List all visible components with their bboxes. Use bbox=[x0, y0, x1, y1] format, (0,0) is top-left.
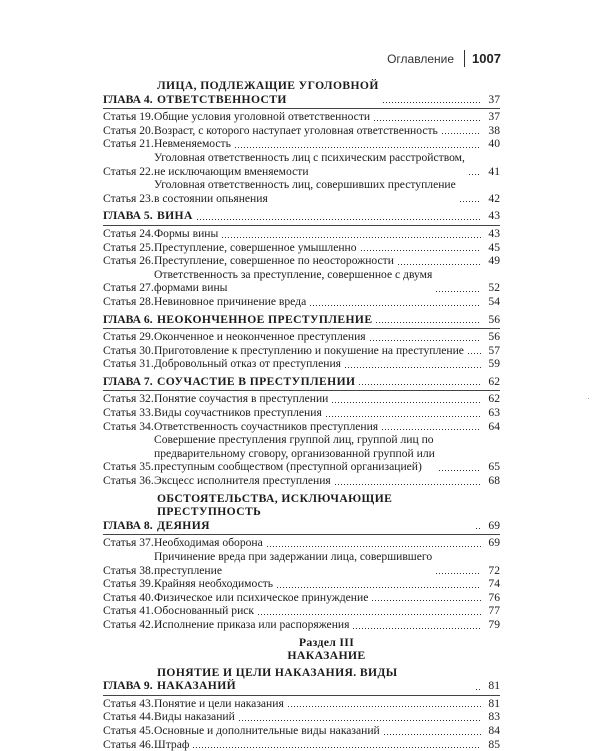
toc-article-entry[interactable] bbox=[103, 591, 500, 605]
article-title: Приготовление к преступлению и покушение на преступление bbox=[154, 343, 464, 357]
dot-leader bbox=[234, 147, 481, 148]
article-title: Ответственность за преступление, совершенное с двумя формами вины bbox=[154, 267, 433, 295]
dot-leader bbox=[435, 573, 481, 574]
article-number: Статья 40. bbox=[103, 590, 154, 604]
article-title: Невменяемость bbox=[154, 137, 231, 151]
article-title: Необходимая оборона bbox=[154, 536, 263, 550]
toc-article-entry[interactable] bbox=[103, 268, 500, 295]
dot-leader bbox=[382, 102, 481, 103]
article-title: Штраф bbox=[154, 737, 190, 751]
dot-leader bbox=[331, 402, 481, 403]
dot-leader bbox=[352, 628, 481, 629]
toc-article-entry[interactable] bbox=[103, 330, 500, 344]
dot-leader bbox=[266, 546, 481, 547]
chapter-rule bbox=[103, 390, 500, 391]
toc-article-entry[interactable] bbox=[103, 710, 500, 724]
page-ref: 37 bbox=[488, 110, 500, 124]
article-number: Статья 23. bbox=[103, 191, 154, 205]
dot-leader bbox=[196, 219, 481, 220]
toc-article-entry[interactable] bbox=[103, 697, 500, 711]
chapter-number: ГЛАВА 4. bbox=[103, 92, 153, 106]
page-ref: 54 bbox=[488, 294, 500, 308]
toc-chapter-entry[interactable] bbox=[103, 209, 500, 223]
article-number: Статья 20. bbox=[103, 123, 154, 137]
page-ref: 40 bbox=[488, 137, 500, 151]
toc-article-entry[interactable] bbox=[103, 227, 500, 241]
dot-leader bbox=[344, 367, 481, 368]
toc-chapter-entry[interactable] bbox=[103, 79, 500, 106]
article-title: Преступление, совершенное умышленно bbox=[154, 240, 357, 254]
chapter-number: ГЛАВА 8. bbox=[103, 518, 153, 532]
toc-article-entry[interactable] bbox=[103, 357, 500, 371]
article-number: Статья 39. bbox=[103, 577, 154, 591]
article-title: Причинение вреда при задержании лица, совершившего преступление bbox=[154, 550, 433, 577]
chapter-number: ГЛАВА 9. bbox=[103, 679, 153, 693]
dot-leader bbox=[383, 734, 481, 735]
dot-leader bbox=[309, 305, 481, 306]
article-title: Уголовная ответственность лиц с психическим расстройством, не исключающим вменяемости bbox=[154, 150, 465, 178]
article-number: Статья 26. bbox=[103, 254, 154, 268]
dot-leader bbox=[325, 416, 481, 417]
article-title: Формы вины bbox=[154, 226, 219, 240]
page-ref: 83 bbox=[488, 710, 500, 724]
toc-article-entry[interactable] bbox=[103, 604, 500, 618]
toc-article-entry[interactable] bbox=[103, 241, 500, 255]
toc-article-entry[interactable] bbox=[103, 536, 500, 550]
chapter-number: ГЛАВА 5. bbox=[103, 209, 153, 223]
dot-leader bbox=[441, 133, 481, 134]
page-ref: 81 bbox=[488, 679, 500, 693]
article-title: Возраст, с которого наступает уголовная ответственность bbox=[154, 123, 438, 137]
article-title: Совершение преступления группой лиц, группой лиц по предварительному сговору, организованной группой или преступным сообществом (преступной организацией) bbox=[154, 433, 435, 474]
chapter-rule bbox=[103, 695, 500, 696]
dot-leader bbox=[373, 120, 481, 121]
toc-article-entry[interactable] bbox=[103, 577, 500, 591]
dot-leader bbox=[371, 600, 481, 601]
toc-article-entry[interactable] bbox=[103, 151, 500, 178]
page-ref: 59 bbox=[488, 357, 500, 371]
dot-leader bbox=[381, 429, 481, 430]
article-number: Статья 29. bbox=[103, 330, 154, 344]
dot-leader bbox=[360, 250, 481, 251]
dot-leader bbox=[369, 340, 481, 341]
article-number: Статья 42. bbox=[103, 617, 154, 631]
page-ref: 56 bbox=[488, 330, 500, 344]
dot-leader bbox=[467, 353, 481, 354]
article-title: Эксцесс исполнителя преступления bbox=[154, 474, 331, 488]
section-heading bbox=[103, 636, 500, 662]
article-title: Физическое или психическое принуждение bbox=[154, 590, 369, 604]
article-number: Статья 41. bbox=[103, 604, 154, 618]
dot-leader bbox=[459, 201, 481, 202]
article-title: Основные и дополнительные виды наказаний bbox=[154, 723, 380, 737]
toc-article-entry[interactable] bbox=[103, 724, 500, 738]
chapter-title: ОБСТОЯТЕЛЬСТВА, ИСКЛЮЧАЮЩИЕ ПРЕСТУПНОСТЬ ДЕЯНИЯ bbox=[157, 491, 393, 532]
page-ref: 43 bbox=[488, 226, 500, 240]
section-number: Раздел III bbox=[298, 634, 355, 649]
chapter-rule bbox=[103, 108, 500, 109]
page-ref: 38 bbox=[488, 123, 500, 137]
article-number: Статья 28. bbox=[103, 294, 154, 308]
chapter-rule bbox=[103, 534, 500, 535]
article-title: Виды наказаний bbox=[154, 710, 235, 724]
dot-leader bbox=[397, 264, 481, 265]
article-title: Крайняя необходимость bbox=[154, 577, 274, 591]
article-number: Статья 33. bbox=[103, 406, 154, 420]
article-number: Статья 45. bbox=[103, 723, 154, 737]
article-title: Виды соучастников преступления bbox=[154, 406, 322, 420]
toc-article-entry[interactable] bbox=[103, 406, 500, 420]
toc-chapter-entry[interactable] bbox=[103, 313, 500, 327]
article-number: Статья 37. bbox=[103, 536, 154, 550]
page-ref: 68 bbox=[488, 474, 500, 488]
page-ref: 56 bbox=[488, 312, 500, 326]
dot-leader bbox=[358, 384, 481, 385]
toc-article-entry[interactable] bbox=[103, 550, 500, 577]
page-number: 1007 bbox=[472, 51, 501, 66]
dot-leader bbox=[276, 587, 481, 588]
dot-leader bbox=[435, 291, 481, 292]
page-ref: 41 bbox=[488, 164, 500, 178]
scan-speck bbox=[588, 398, 589, 399]
dot-leader bbox=[375, 322, 481, 323]
dot-leader bbox=[238, 720, 481, 721]
chapter-rule bbox=[103, 225, 500, 226]
page-ref: 45 bbox=[488, 240, 500, 254]
header-divider bbox=[464, 50, 465, 67]
page-ref: 72 bbox=[488, 563, 500, 577]
article-title: Общие условия уголовной ответственности bbox=[154, 110, 371, 124]
article-title: Преступление, совершенное по неосторожности bbox=[154, 254, 394, 268]
dot-leader bbox=[257, 614, 481, 615]
page-ref: 52 bbox=[488, 281, 500, 295]
page-ref: 42 bbox=[488, 191, 500, 205]
article-title: Понятие соучастия в преступлении bbox=[154, 392, 329, 406]
page-ref: 49 bbox=[488, 254, 500, 268]
page-ref: 85 bbox=[488, 737, 500, 751]
section-title: НАКАЗАНИЕ bbox=[287, 647, 366, 662]
article-number: Статья 30. bbox=[103, 343, 154, 357]
toc-article-entry[interactable] bbox=[103, 137, 500, 151]
table-of-contents bbox=[103, 75, 500, 751]
toc-article-entry[interactable] bbox=[103, 344, 500, 358]
page-ref: 84 bbox=[488, 723, 500, 737]
article-number: Статья 36. bbox=[103, 474, 154, 488]
toc-article-entry[interactable] bbox=[103, 618, 500, 632]
dot-leader bbox=[334, 484, 481, 485]
article-number: Статья 43. bbox=[103, 696, 154, 710]
article-title: Оконченное и неоконченное преступления bbox=[154, 330, 366, 344]
article-number: Статья 22. bbox=[103, 164, 154, 178]
toc-article-entry[interactable] bbox=[103, 738, 500, 751]
dot-leader bbox=[438, 470, 481, 471]
article-number: Статья 25. bbox=[103, 240, 154, 254]
article-title: Невиновное причинение вреда bbox=[154, 294, 307, 308]
page-ref: 64 bbox=[488, 419, 500, 433]
chapter-number: ГЛАВА 7. bbox=[103, 374, 153, 388]
article-title: Понятие и цели наказания bbox=[154, 696, 284, 710]
toc-article-entry[interactable] bbox=[103, 420, 500, 434]
chapter-title: СОУЧАСТИЕ В ПРЕСТУПЛЕНИИ bbox=[157, 374, 356, 388]
page-ref: 69 bbox=[488, 518, 500, 532]
chapter-title: ПОНЯТИЕ И ЦЕЛИ НАКАЗАНИЯ. ВИДЫ НАКАЗАНИЙ bbox=[157, 665, 398, 693]
article-number: Статья 34. bbox=[103, 419, 154, 433]
page-ref: 77 bbox=[488, 604, 500, 618]
article-number: Статья 31. bbox=[103, 357, 154, 371]
toc-article-entry[interactable] bbox=[103, 392, 500, 406]
toc-chapter-entry[interactable] bbox=[103, 666, 500, 693]
page-ref: 76 bbox=[488, 590, 500, 604]
article-number: Статья 32. bbox=[103, 392, 154, 406]
page-ref: 37 bbox=[488, 92, 500, 106]
toc-article-entry[interactable] bbox=[103, 124, 500, 138]
article-number: Статья 21. bbox=[103, 137, 154, 151]
page-ref: 65 bbox=[488, 460, 500, 474]
dot-leader bbox=[221, 237, 481, 238]
article-number: Статья 27. bbox=[103, 281, 154, 295]
article-title: Исполнение приказа или распоряжения bbox=[154, 617, 350, 631]
chapter-title: ВИНА bbox=[157, 209, 193, 223]
chapter-rule bbox=[103, 328, 500, 329]
dot-leader bbox=[475, 528, 481, 529]
page-ref: 79 bbox=[488, 617, 500, 631]
toc-chapter-entry[interactable] bbox=[103, 375, 500, 389]
dot-leader bbox=[287, 706, 481, 707]
article-title: Уголовная ответственность лиц, совершивших преступление в состоянии опьянения bbox=[154, 178, 456, 205]
toc-article-entry[interactable] bbox=[103, 433, 500, 474]
toc-article-entry[interactable] bbox=[103, 254, 500, 268]
page-ref: 69 bbox=[488, 536, 500, 550]
page-ref: 63 bbox=[488, 406, 500, 420]
toc-article-entry[interactable] bbox=[103, 110, 500, 124]
running-head-title: Оглавление bbox=[387, 52, 454, 66]
page-ref: 62 bbox=[488, 374, 500, 388]
page-ref: 43 bbox=[488, 209, 500, 223]
page-ref: 81 bbox=[488, 696, 500, 710]
dot-leader bbox=[475, 689, 481, 690]
article-number: Статья 35. bbox=[103, 460, 154, 474]
article-title: Обоснованный риск bbox=[154, 604, 255, 618]
page-ref: 74 bbox=[488, 577, 500, 591]
article-number: Статья 46. bbox=[103, 737, 154, 751]
dot-leader bbox=[468, 174, 481, 175]
article-title: Добровольный отказ от преступления bbox=[154, 357, 341, 371]
chapter-title: ЛИЦА, ПОДЛЕЖАЩИЕ УГОЛОВНОЙ ОТВЕТСТВЕННОСТИ bbox=[157, 79, 379, 106]
article-number: Статья 38. bbox=[103, 563, 154, 577]
dot-leader bbox=[192, 747, 481, 748]
article-title: Ответственность соучастников преступления bbox=[154, 419, 379, 433]
chapter-number: ГЛАВА 6. bbox=[103, 312, 153, 326]
article-number: Статья 44. bbox=[103, 710, 154, 724]
article-number: Статья 19. bbox=[103, 110, 154, 124]
chapter-title: НЕОКОНЧЕННОЕ ПРЕСТУПЛЕНИЕ bbox=[157, 312, 373, 326]
page-ref: 57 bbox=[488, 343, 500, 357]
toc-article-entry[interactable] bbox=[103, 178, 500, 205]
toc-chapter-entry[interactable] bbox=[103, 492, 500, 533]
page-header bbox=[0, 50, 600, 70]
toc-article-entry[interactable] bbox=[103, 474, 500, 488]
page-ref: 62 bbox=[488, 392, 500, 406]
toc-article-entry[interactable] bbox=[103, 295, 500, 309]
article-number: Статья 24. bbox=[103, 226, 154, 240]
